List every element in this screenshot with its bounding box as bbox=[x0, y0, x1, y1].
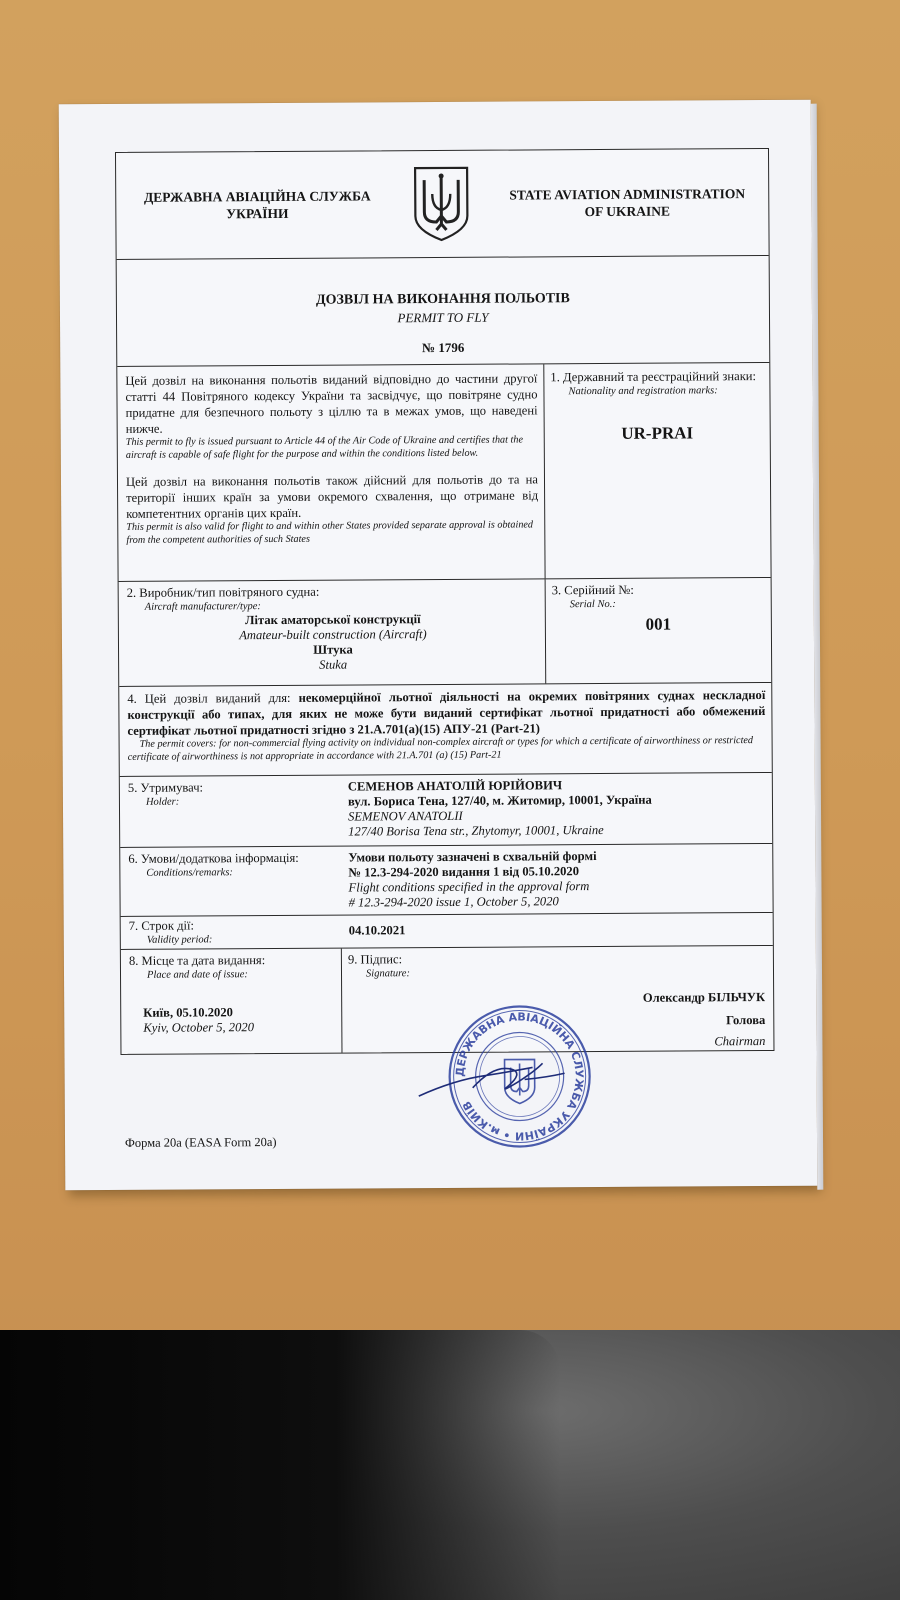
aircraft-row bbox=[119, 578, 772, 687]
holder-address-ua: вул. Бориса Тена, 127/40, м. Житомир, 10001, Україна bbox=[347, 792, 652, 809]
intro-cell bbox=[117, 364, 545, 581]
issue-place-date-ua: Київ, 05.10.2020 bbox=[143, 1005, 233, 1020]
field-aircraft-type bbox=[119, 579, 547, 686]
holder-name-en: SEMENOV ANATOLII bbox=[348, 808, 463, 824]
title-en: PERMIT TO FLY bbox=[397, 309, 489, 326]
field6-sub: Conditions/remarks: bbox=[146, 867, 233, 879]
field5-sub: Holder: bbox=[145, 796, 180, 808]
field-conditions bbox=[120, 844, 772, 917]
field4-label: 4. Цей дозвіл виданий для: bbox=[127, 690, 291, 706]
intro-validity-en: This permit is also valid for flight to and within other States provided separate approval is obtained from the competent authorities of such States bbox=[126, 519, 534, 546]
registration-value: UR-PRAI bbox=[621, 423, 694, 443]
field-place-date bbox=[121, 949, 343, 1054]
field3-sub: Serial No.: bbox=[569, 598, 616, 611]
intro-validity-ua: Цей дозвіл на виконання польотів також дійсний для польотів до та на території інших країн за умови окремого схвалення, що отримане від компетентних органів цих країн. bbox=[125, 472, 539, 521]
field4-value-en: The permit covers: for non-commercial flying activity on individual non-complex aircraft or types for which a certificate of airworthiness or restricted certificate of airworthiness is not appropriate in accordance with 21.A.701 (a) (15) Part-21 bbox=[127, 735, 754, 763]
intro-text-ua: Цей дозвіл на виконання польотів виданий відповідно до частини другої статті 44 Повітряного кодексу України та засвідчує, що повітряне судно придатне для безпечного польоту з ціллю та в межах умов, що наведені нижче. bbox=[125, 371, 538, 436]
conditions-en-2: # 12.3-294-2020 issue 1, October 5, 2020 bbox=[348, 894, 559, 910]
field2-label: 2. Виробник/тип повітряного судна: bbox=[126, 584, 320, 600]
field7-label-cell bbox=[121, 916, 349, 949]
permit-number: № 1796 bbox=[421, 339, 465, 356]
field1-sub: Nationality and registration marks: bbox=[568, 385, 718, 398]
permit-document bbox=[59, 100, 818, 1191]
header-left-title: ДЕРЖАВНА АВІАЦІЙНА СЛУЖБА УКРАЇНИ bbox=[143, 188, 371, 222]
conditions-en-1: Flight conditions specified in the approval form bbox=[348, 879, 590, 895]
signatory-role-ua: Голова bbox=[726, 1013, 766, 1028]
field4-text bbox=[127, 687, 765, 739]
coat-of-arms-icon bbox=[410, 164, 472, 244]
title-block bbox=[117, 256, 770, 367]
form-header bbox=[116, 149, 769, 260]
intro-row bbox=[117, 363, 770, 582]
field-registration bbox=[544, 363, 770, 578]
aircraft-type-en: Amateur-built construction (Aircraft) bbox=[239, 627, 427, 643]
title-ua: ДОЗВІЛ НА ВИКОНАННЯ ПОЛЬОТІВ bbox=[315, 291, 570, 308]
issue-place-date-en: Kyiv, October 5, 2020 bbox=[143, 1020, 255, 1035]
field7-sub: Validity period: bbox=[146, 934, 213, 946]
aircraft-model-en: Stuka bbox=[319, 657, 348, 672]
field9-label: 9. Підпис: bbox=[347, 952, 403, 967]
holder-name-ua: СЕМЕНОВ АНАТОЛІЙ ЮРІЙОВИЧ bbox=[347, 778, 563, 794]
holder-address-en: 127/40 Borisa Tena str., Zhytomyr, 10001, Ukraine bbox=[348, 822, 604, 839]
stamp-text: ДЕРЖАВНА АВІАЦІЙНА СЛУЖБА УКРАЇНИ • м.КИЇВ bbox=[453, 1010, 586, 1143]
conditions-ua-1: Умови польоту зазначені в схвальній формі bbox=[348, 849, 597, 865]
field5-label: 5. Утримувач: bbox=[127, 780, 204, 795]
field5-label-cell bbox=[120, 776, 348, 847]
field9-sub: Signature: bbox=[365, 968, 410, 980]
field-holder bbox=[120, 773, 772, 848]
signature-scribble bbox=[414, 1049, 594, 1110]
aircraft-type-ua: Літак аматорської конструкції bbox=[245, 612, 421, 628]
field7-label: 7. Строк дії: bbox=[128, 918, 195, 933]
permit-form bbox=[115, 148, 775, 1055]
dark-object bbox=[0, 1330, 560, 1600]
field-serial bbox=[546, 578, 772, 683]
form-footer: Форма 20а (EASA Form 20a) bbox=[124, 1134, 277, 1150]
serial-value: 001 bbox=[645, 614, 672, 634]
field8-sub: Place and date of issue: bbox=[146, 969, 248, 981]
field6-label: 6. Умови/додаткова інформація: bbox=[128, 850, 299, 866]
field-validity bbox=[121, 913, 773, 950]
field2-sub: Aircraft manufacturer/type: bbox=[144, 601, 261, 613]
intro-text-en: This permit to fly is issued pursuant to Article 44 of the Air Code of Ukraine and certifies that the aircraft is capable of safe flight for the purpose and within the conditions listed below. bbox=[125, 434, 523, 461]
field8-label: 8. Місце та дата видання: bbox=[128, 953, 266, 968]
signatory-name: Олександр БІЛЬЧУК bbox=[642, 990, 766, 1005]
header-right-title: STATE AVIATION ADMINISTRATION OF UKRAINE bbox=[509, 186, 746, 220]
field6-label-cell bbox=[120, 847, 348, 916]
aircraft-model-ua: Штука bbox=[313, 642, 353, 657]
field1-label: 1. Державний та реєстраційний знаки: bbox=[550, 369, 757, 385]
conditions-ua-2: № 12.3-294-2020 видання 1 від 05.10.2020 bbox=[348, 864, 580, 880]
validity-value: 04.10.2021 bbox=[348, 923, 406, 938]
conditions-details bbox=[348, 844, 772, 915]
field-permit-scope bbox=[119, 683, 772, 777]
field4-value-ua: некомерційної льотної діяльності на окремих повітряних суднах нескладної конструкції або типах, для яких не може бути виданий сертифікат льотної придатності або обмежений сертифікат льотної придатності згідно з 21.A.701(a)(15) АПУ-21 (Part-21) bbox=[127, 688, 766, 738]
field3-label: 3. Серійний №: bbox=[551, 582, 634, 598]
holder-details bbox=[348, 773, 772, 846]
signatory-role-en: Chairman bbox=[714, 1034, 766, 1049]
